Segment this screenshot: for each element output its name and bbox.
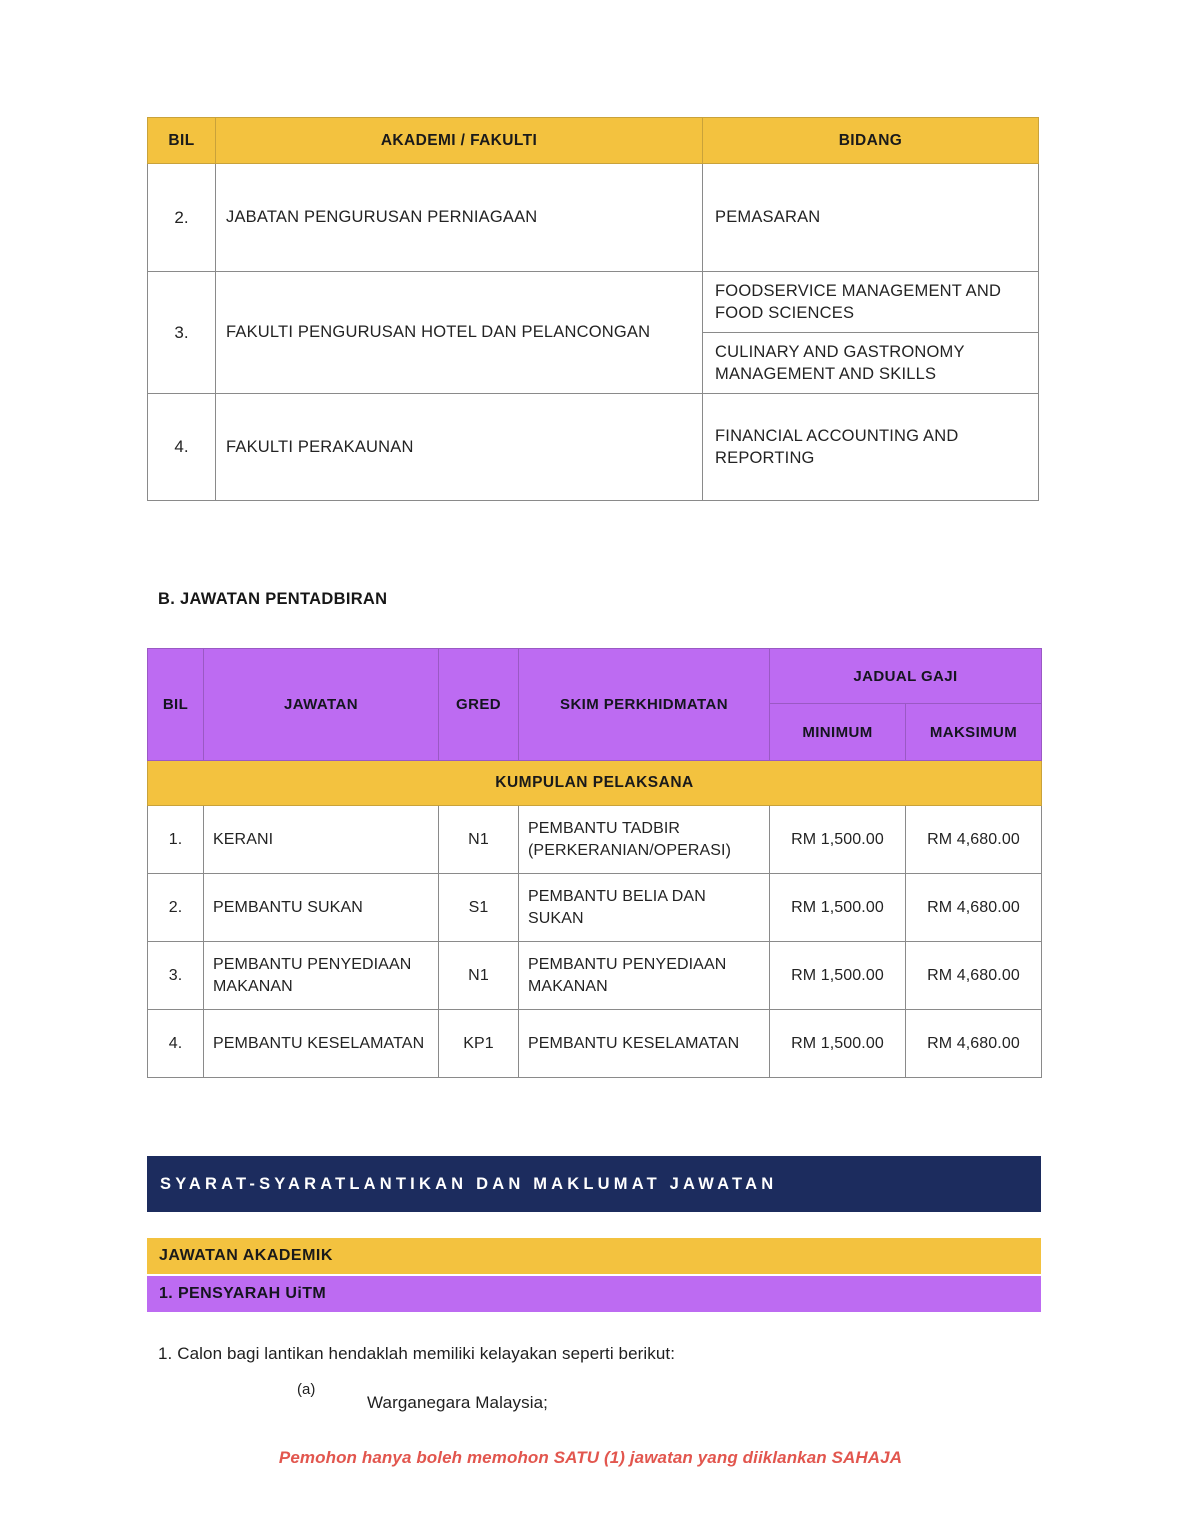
table-jawatan-pentadbiran bbox=[147, 648, 1042, 1078]
cell-bil: 3. bbox=[148, 942, 204, 1010]
cell-gaji-minimum: RM 1,500.00 bbox=[770, 942, 906, 1010]
cell-skim: PEMBANTU BELIA DAN SUKAN bbox=[519, 874, 770, 942]
table-akademi-fakulti bbox=[147, 117, 1039, 501]
group-header-row bbox=[148, 761, 1042, 806]
cell-fakulti: FAKULTI PERAKAUNAN bbox=[216, 394, 703, 501]
cell-skim: PEMBANTU TADBIR (PERKERANIAN/OPERASI) bbox=[519, 806, 770, 874]
table-row bbox=[148, 272, 1039, 333]
cell-gred: N1 bbox=[439, 942, 519, 1010]
column-header-jawatan: JAWATAN bbox=[204, 649, 439, 761]
cell-bil: 1. bbox=[148, 806, 204, 874]
cell-bil: 3. bbox=[148, 272, 216, 394]
table-row bbox=[148, 806, 1042, 874]
column-header-bil: BIL bbox=[148, 118, 216, 164]
cell-bidang: FINANCIAL ACCOUNTING AND REPORTING bbox=[703, 394, 1039, 501]
banner-syarat-lantikan bbox=[147, 1156, 1041, 1212]
cell-fakulti: JABATAN PENGURUSAN PERNIAGAAN bbox=[216, 164, 703, 272]
cell-bidang: FOODSERVICE MANAGEMENT AND FOOD SCIENCES bbox=[703, 272, 1039, 333]
list-item-text-a: Warganegara Malaysia; bbox=[367, 1393, 548, 1412]
table-header-row bbox=[148, 118, 1039, 164]
cell-gaji-maksimum: RM 4,680.00 bbox=[906, 806, 1042, 874]
cell-skim: PEMBANTU KESELAMATAN bbox=[519, 1010, 770, 1078]
bar-pensyarah-uitm bbox=[147, 1276, 1041, 1312]
banner-title: SYARAT-SYARATLANTIKAN DAN MAKLUMAT JAWATAN bbox=[160, 1174, 778, 1193]
cell-gaji-minimum: RM 1,500.00 bbox=[770, 806, 906, 874]
column-header-minimum: MINIMUM bbox=[770, 704, 906, 761]
footer-note: Pemohon hanya boleh memohon SATU (1) jawatan yang diiklankan SAHAJA bbox=[278, 1448, 903, 1467]
table-row bbox=[148, 394, 1039, 501]
column-header-maksimum: MAKSIMUM bbox=[906, 704, 1042, 761]
cell-gaji-maksimum: RM 4,680.00 bbox=[906, 942, 1042, 1010]
table-row bbox=[148, 1010, 1042, 1078]
cell-gred: KP1 bbox=[439, 1010, 519, 1078]
cell-jawatan: KERANI bbox=[204, 806, 439, 874]
cell-fakulti: FAKULTI PENGURUSAN HOTEL DAN PELANCONGAN bbox=[216, 272, 703, 394]
cell-jawatan: PEMBANTU PENYEDIAAN MAKANAN bbox=[204, 942, 439, 1010]
column-header-jadual-gaji: JADUAL GAJI bbox=[770, 649, 1042, 704]
bar-jawatan-akademik bbox=[147, 1238, 1041, 1274]
table-pentadbiran-header bbox=[148, 649, 1042, 761]
table-row bbox=[148, 874, 1042, 942]
cell-bil: 4. bbox=[148, 394, 216, 501]
cell-gaji-maksimum: RM 4,680.00 bbox=[906, 1010, 1042, 1078]
group-label-kumpulan-pelaksana: KUMPULAN PELAKSANA bbox=[148, 761, 1042, 806]
cell-bidang: PEMASARAN bbox=[703, 164, 1039, 272]
cell-jawatan: PEMBANTU SUKAN bbox=[204, 874, 439, 942]
cell-bil: 2. bbox=[148, 164, 216, 272]
section-heading-jawatan-pentadbiran: B. JAWATAN PENTADBIRAN bbox=[158, 590, 388, 608]
cell-bil: 4. bbox=[148, 1010, 204, 1078]
column-header-bidang: BIDANG bbox=[703, 118, 1039, 164]
list-item-label-a: (a) bbox=[297, 1381, 316, 1398]
column-header-skim-perkhidmatan: SKIM PERKHIDMATAN bbox=[519, 649, 770, 761]
bar-pensyarah-uitm-label: 1. PENSYARAH UiTM bbox=[159, 1285, 327, 1302]
cell-bidang: CULINARY AND GASTRONOMY MANAGEMENT AND SKILLS bbox=[703, 333, 1039, 394]
table-row bbox=[148, 164, 1039, 272]
table-row bbox=[148, 942, 1042, 1010]
table-header-row-top bbox=[148, 649, 1042, 704]
column-header-akademi-fakulti: AKADEMI / FAKULTI bbox=[216, 118, 703, 164]
paragraph-kelayakan: 1. Calon bagi lantikan hendaklah memiliki kelayakan seperti berikut: bbox=[158, 1344, 676, 1363]
cell-skim: PEMBANTU PENYEDIAAN MAKANAN bbox=[519, 942, 770, 1010]
column-header-bil: BIL bbox=[148, 649, 204, 761]
table-pentadbiran-body bbox=[148, 761, 1042, 1078]
table-akademi-body bbox=[148, 164, 1039, 501]
cell-gred: S1 bbox=[439, 874, 519, 942]
cell-bil: 2. bbox=[148, 874, 204, 942]
bar-jawatan-akademik-label: JAWATAN AKADEMIK bbox=[159, 1247, 333, 1264]
cell-gred: N1 bbox=[439, 806, 519, 874]
cell-gaji-minimum: RM 1,500.00 bbox=[770, 874, 906, 942]
cell-gaji-maksimum: RM 4,680.00 bbox=[906, 874, 1042, 942]
cell-jawatan: PEMBANTU KESELAMATAN bbox=[204, 1010, 439, 1078]
column-header-gred: GRED bbox=[439, 649, 519, 761]
cell-gaji-minimum: RM 1,500.00 bbox=[770, 1010, 906, 1078]
table-akademi-header bbox=[148, 118, 1039, 164]
